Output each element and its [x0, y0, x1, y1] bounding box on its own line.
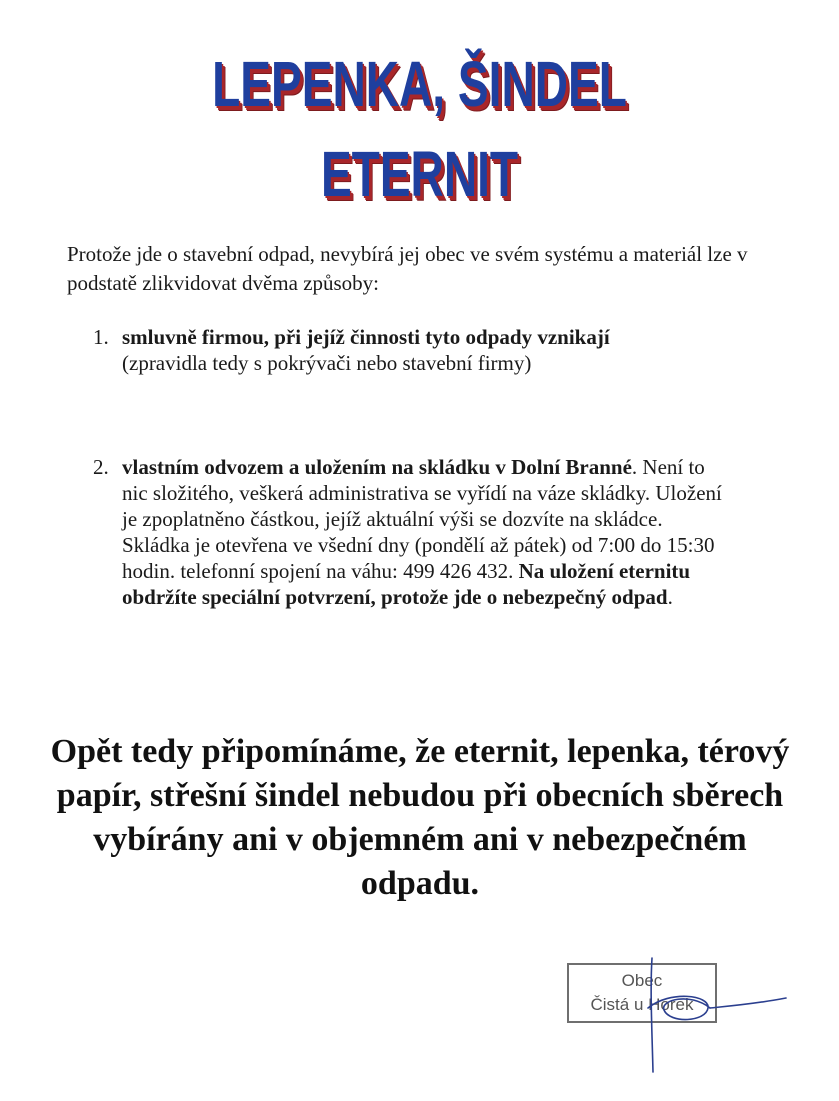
list-item-2: [93, 454, 733, 610]
headline-line-1: LEPENKA, ŠINDEL: [212, 48, 627, 120]
signature: [560, 950, 800, 1080]
list-item-number: 1.: [93, 325, 109, 349]
list-item-1: [93, 324, 733, 376]
list-item-bold-text: smluvně firmou, při jejíž činnosti tyto odpady vznikají: [122, 325, 610, 349]
list-item-text: . Není to nic složitého, veškerá administrativa se vyřídí na váze skládky. Uložení je zpoplatněno částkou, jejíž aktuální výši se dozvíte na skládce. Skládka je otevřena ve všední dny (pondělí až pátek) od 7:00 do 15:30 hodin. telefonní spojení na váhu: 499 426 432.: [122, 455, 722, 583]
stamp-line-1: Obec: [621, 971, 663, 990]
list-item-body: [122, 324, 733, 376]
closing-statement: Opět tedy připomínáme, že eternit, lepenka, térový papír, střešní šindel nebudou při obecních sběrech vybírány ani v objemném ani v nebezpečném odpadu.: [50, 733, 790, 902]
list-item-number: 2.: [93, 455, 109, 479]
stamp-line-2: Čistá u Horek: [590, 995, 694, 1014]
list-item-body: [122, 454, 733, 610]
intro-paragraph: Protože jde o stavební odpad, nevybírá jej obec ve svém systému a materiál lze v podstatě zlikvidovat dvěma způsoby:: [67, 242, 748, 295]
list-item-final-punct: .: [667, 585, 673, 609]
list-item-bold-warning: Na uložení eternitu obdržíte speciální potvrzení, protože jde o nebezpečný odpad: [122, 559, 691, 609]
list-item-text: (zpravidla tedy s pokrývači nebo stavební firmy): [122, 351, 532, 375]
headline-line-2: ETERNIT: [320, 138, 519, 210]
list-item-bold-text: vlastním odvozem a uložením na skládku v Dolní Branné: [122, 455, 632, 479]
